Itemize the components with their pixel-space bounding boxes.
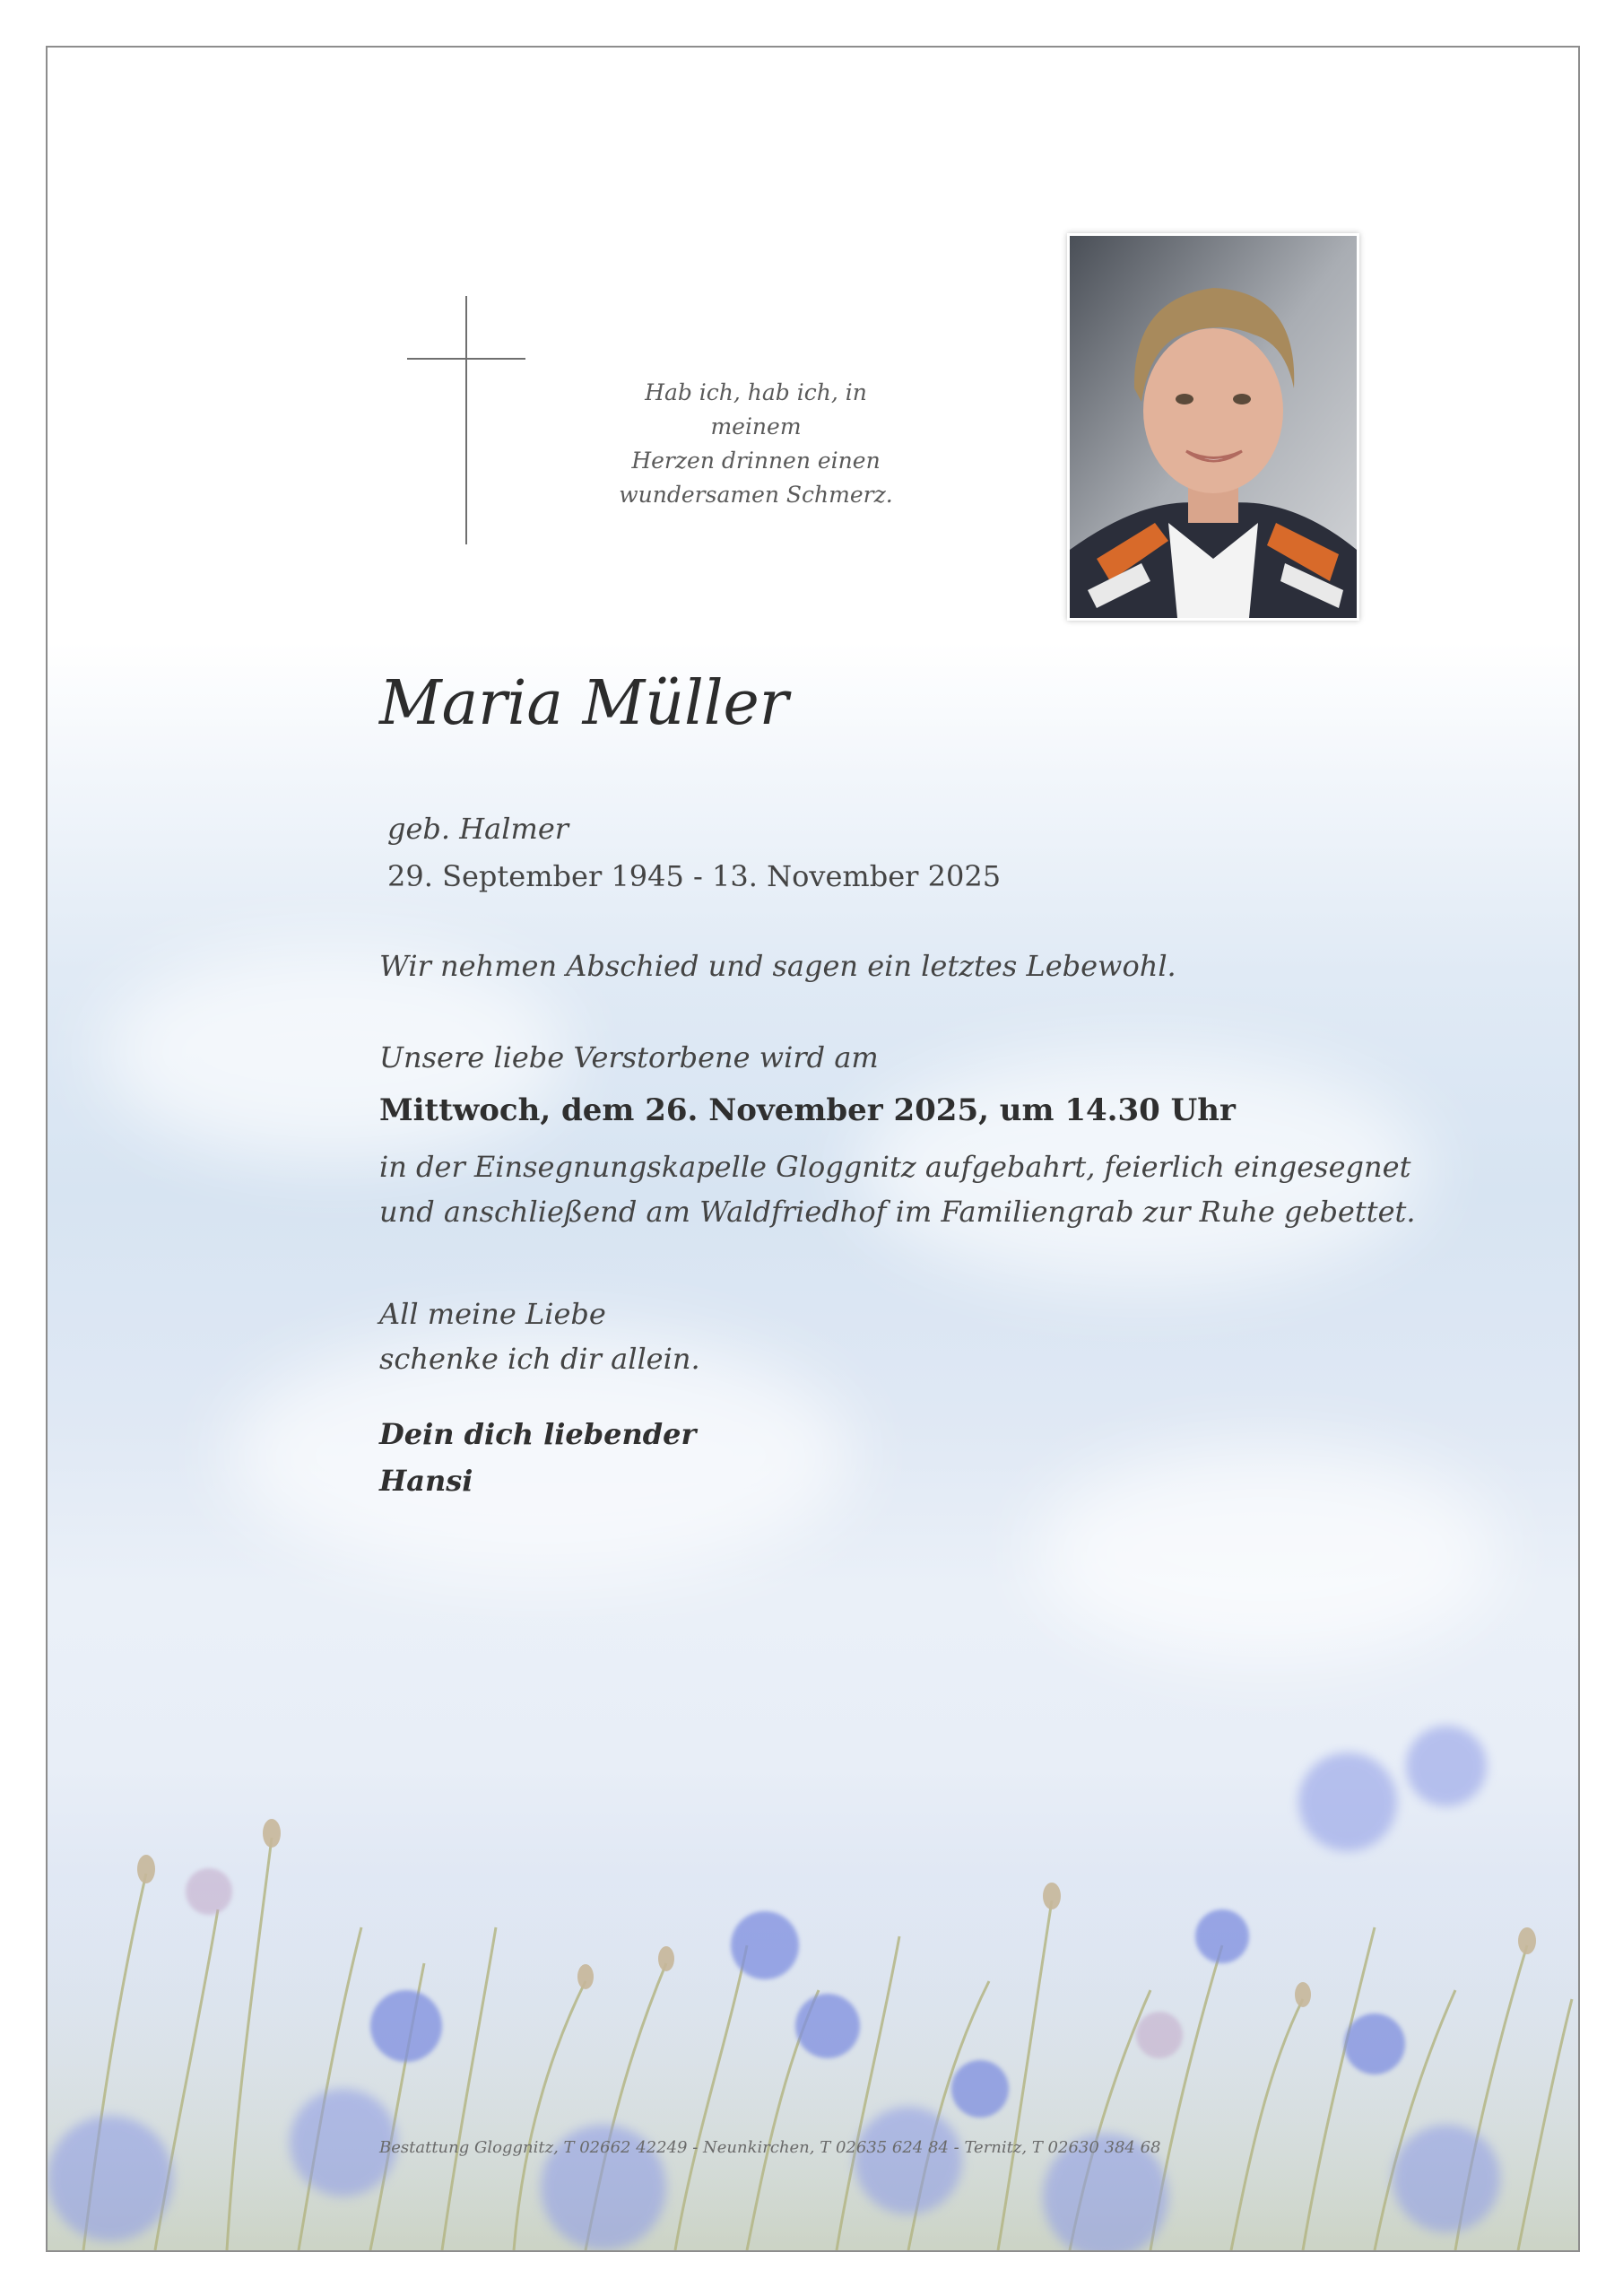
cross-icon [407,296,525,544]
maiden-name: geb. Halmer [387,812,569,846]
quote-line: Herzen drinnen einen [631,448,881,474]
quote-line: Hab ich, hab ich, in meinem [645,379,867,439]
signoff-line: Dein dich liebender [379,1417,697,1451]
closing-verse-line: All meine Liebe [379,1297,606,1331]
funeral-details-line: in der Einsegnungskapelle Gloggnitz aufgebahrt, feierlich eingesegnet [379,1150,1411,1184]
funeral-datetime: Mittwoch, dem 26. November 2025, um 14.30 Uhr [379,1092,1236,1128]
portrait-frame [1067,233,1359,621]
life-dates: 29. September 1945 - 13. November 2025 [387,859,1002,893]
portrait-photo [1070,236,1357,618]
funeral-intro: Unsere liebe Verstorbene wird am [379,1040,879,1074]
memorial-quote [603,376,908,512]
funeral-home-footer: Bestattung Gloggnitz, T 02662 42249 - Neunkirchen, T 02635 624 84 - Ternitz, T 02630 384 68 [379,2138,1161,2157]
quote-line: wundersamen Schmerz. [619,482,893,508]
signoff-signature: Hansi [379,1464,473,1498]
notice-card [46,46,1580,2252]
deceased-name: Maria Müller [379,668,789,739]
farewell-text: Wir nehmen Abschied und sagen ein letztes Lebewohl. [379,949,1176,983]
funeral-details-line: und anschließend am Waldfriedhof im Familiengrab zur Ruhe gebettet. [379,1195,1416,1229]
closing-verse-line: schenke ich dir allein. [379,1342,700,1376]
